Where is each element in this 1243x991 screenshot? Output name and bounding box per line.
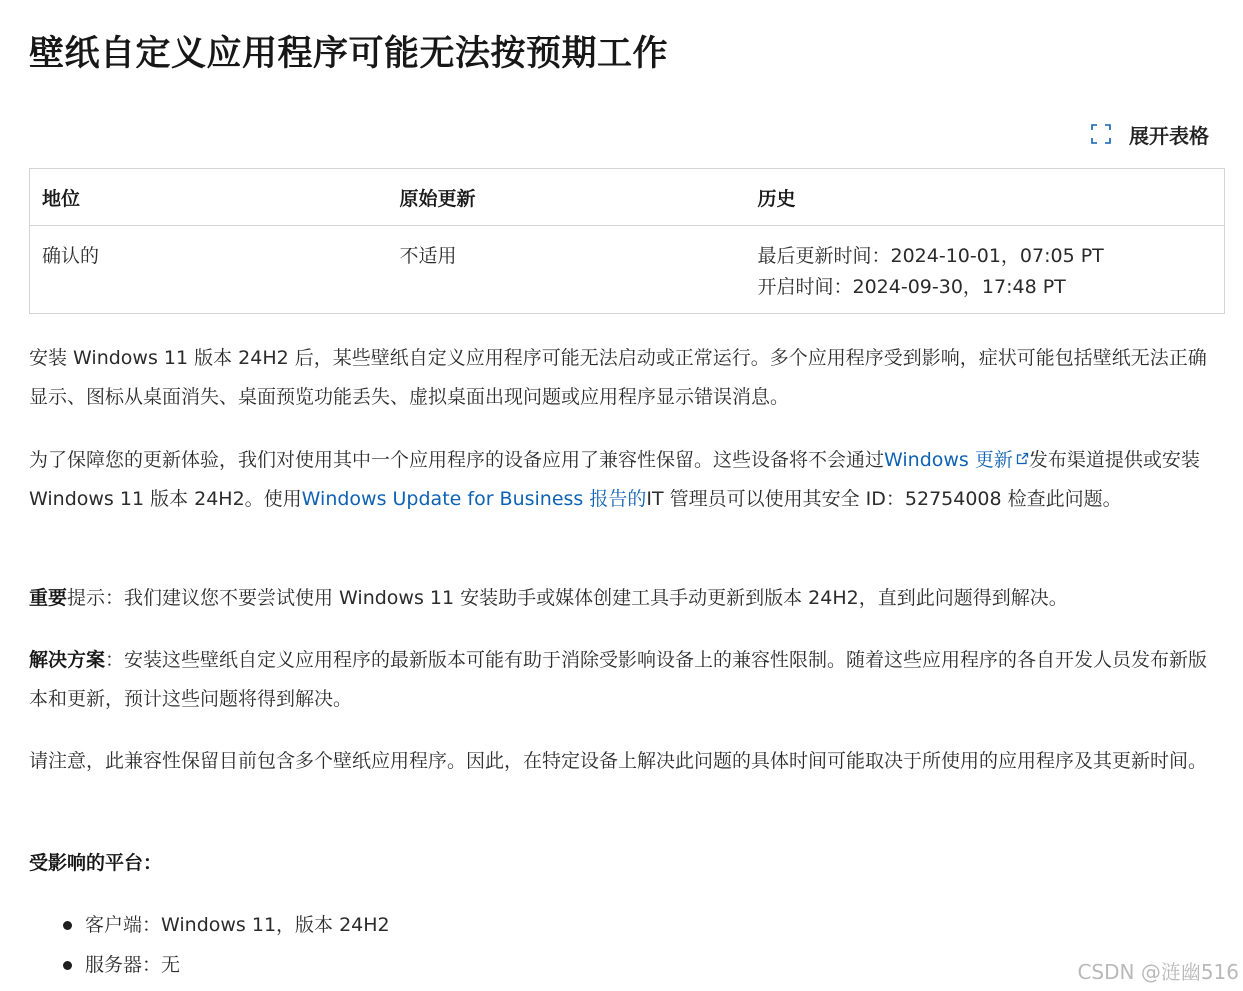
page-title: 壁纸自定义应用程序可能无法按预期工作 [29,34,669,74]
paragraph-compat-hold-text-a: 为了保障您的更新体验，我们对使用其中一个应用程序的设备应用了兼容性保留。这些设备将不会通过 [29,449,885,471]
list-item [29,946,390,986]
expand-table-label: 展开表格 [1129,123,1209,148]
cell-originating-update: 不适用 [399,245,457,267]
external-link-icon [1016,440,1029,479]
paragraph-important [29,579,1225,618]
important-text: 提示：我们建议您不要尝试使用 Windows 11 安装助手或媒体创建工具手动更新到版本 24H2，直到此问题得到解决。 [67,587,1068,609]
table-header-row [30,169,1225,226]
expand-table-button[interactable] [1091,119,1209,149]
windows-update-link-label: Windows 更新 [884,449,1013,471]
paragraph-symptoms: 安装 Windows 11 版本 24H2 后，某些壁纸自定义应用程序可能无法启动或正常运行。多个应用程序受到影响，症状可能包括壁纸无法正确显示、图标从桌面消失、桌面预览功能丢失、虚拟桌面出现问题或应用程序显示错误消息。 [29,347,1207,408]
cell-status: 确认的 [42,245,100,267]
bullet-icon [63,961,72,970]
history-last-updated: 最后更新时间：2024-10-01，07:05 PT [757,245,1104,267]
watermark: CSDN @涟幽516 [1077,960,1239,984]
header-history: 历史 [757,187,796,210]
paragraph-compat-hold-text-c: IT 管理员可以使用其安全 ID：52754008 检查此问题。 [646,488,1122,510]
affected-platforms-list [29,906,390,986]
status-table [29,168,1225,314]
expand-corners-icon [1091,124,1111,144]
header-status: 地位 [42,187,81,210]
affected-platforms-title: 受影响的平台： [29,852,163,874]
table-row [30,226,1225,314]
paragraph-note: 请注意，此兼容性保留目前包含多个壁纸应用程序。因此，在特定设备上解决此问题的具体时间可能取决于所使用的应用程序及其更新时间。 [29,750,1208,772]
wufb-reports-link[interactable]: Windows Update for Business 报告的 [301,488,647,510]
windows-update-link[interactable] [884,449,1029,471]
paragraph-compat-hold [29,440,1225,519]
cell-history [746,226,1225,314]
platform-client: 客户端：Windows 11，版本 24H2 [85,914,390,936]
bullet-icon [63,921,72,930]
header-originating-update: 原始更新 [399,187,476,210]
workaround-text: ：安装这些壁纸自定义应用程序的最新版本可能有助于消除受影响设备上的兼容性限制。随着这些应用程序的各自开发人员发布新版本和更新，预计这些问题将得到解决。 [29,649,1208,710]
platform-server: 服务器：无 [85,954,181,976]
workaround-label: 解决方案 [29,649,106,671]
important-label: 重要 [29,587,68,609]
history-opened: 开启时间：2024-09-30，17:48 PT [757,276,1066,298]
list-item [29,906,390,946]
paragraph-compat-hold-text-b: 发布渠道提供或安装 Windows 11 版本 24H2。使用 [29,449,1200,510]
paragraph-workaround [29,641,1225,719]
